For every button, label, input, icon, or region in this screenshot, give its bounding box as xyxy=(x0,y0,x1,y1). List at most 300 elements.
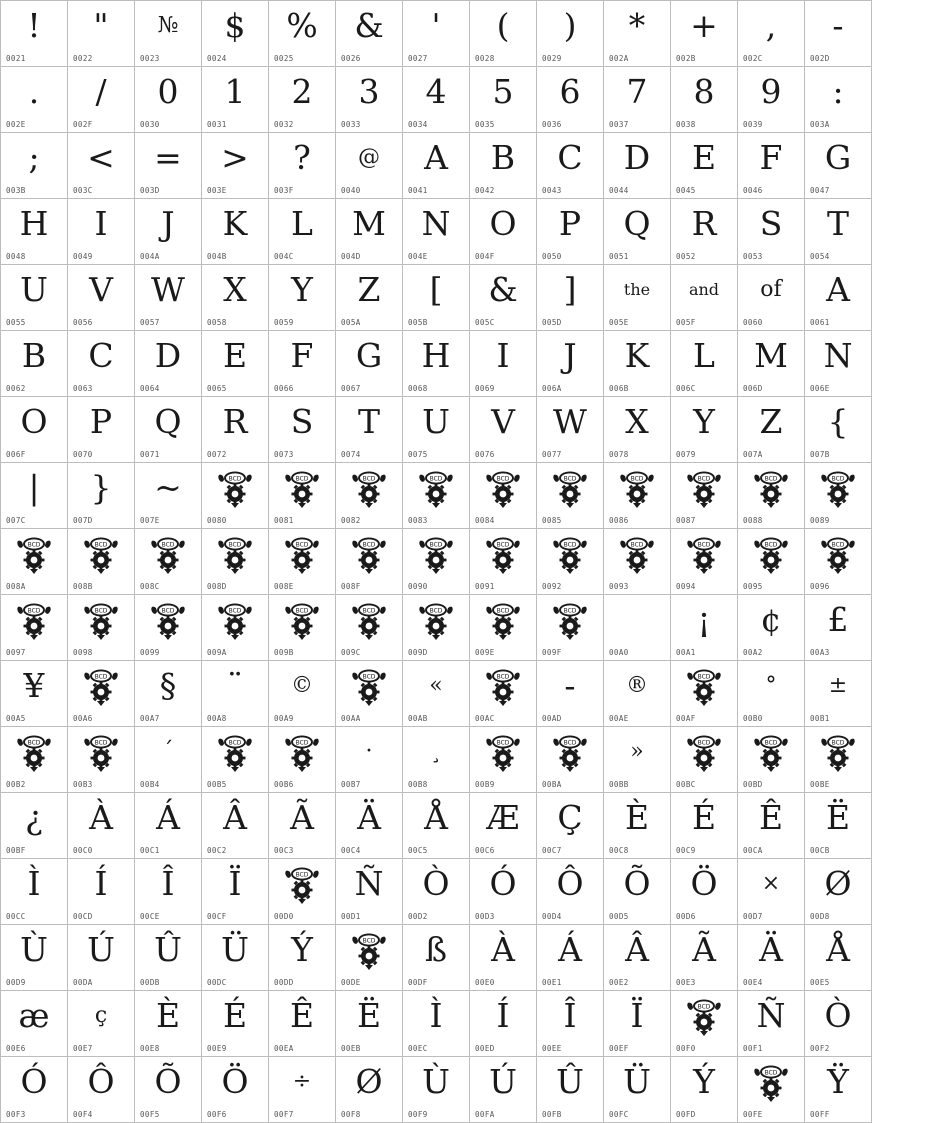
glyph-cell[interactable] xyxy=(671,199,738,265)
glyph-cell[interactable] xyxy=(738,199,805,265)
glyph-cell[interactable] xyxy=(1,925,68,991)
glyph-cell[interactable] xyxy=(470,331,537,397)
glyph-codepoint: 00D4 xyxy=(542,912,562,921)
glyph-character: Ä xyxy=(759,930,783,969)
glyph-cell[interactable] xyxy=(738,661,805,727)
glyph-cell[interactable] xyxy=(604,397,671,463)
glyph-cell[interactable] xyxy=(68,793,135,859)
glyph-codepoint: 0063 xyxy=(73,384,93,393)
glyph-cell[interactable] xyxy=(604,661,671,727)
glyph-cell[interactable] xyxy=(68,661,135,727)
glyph-cell[interactable] xyxy=(805,859,872,925)
glyph-cell[interactable] xyxy=(135,67,202,133)
glyph-codepoint: 00E8 xyxy=(140,1044,160,1053)
glyph-cell[interactable] xyxy=(202,199,269,265)
glyph-cell[interactable] xyxy=(604,67,671,133)
glyph-cell[interactable] xyxy=(202,331,269,397)
glyph-cell[interactable] xyxy=(269,463,336,529)
glyph-cell[interactable] xyxy=(805,595,872,661)
glyph-cell[interactable] xyxy=(537,199,604,265)
glyph-cell[interactable] xyxy=(403,991,470,1057)
glyph-cell[interactable] xyxy=(135,595,202,661)
glyph-cell[interactable] xyxy=(671,793,738,859)
glyph-cell[interactable] xyxy=(269,67,336,133)
glyph-cell[interactable] xyxy=(1,265,68,331)
glyph-cell[interactable] xyxy=(68,397,135,463)
glyph-cell[interactable] xyxy=(68,595,135,661)
glyph-cell[interactable] xyxy=(336,727,403,793)
glyph-cell[interactable] xyxy=(68,463,135,529)
glyph-cell[interactable] xyxy=(403,199,470,265)
glyph-cell[interactable] xyxy=(269,727,336,793)
glyph-cell[interactable] xyxy=(470,793,537,859)
glyph-cell[interactable] xyxy=(604,331,671,397)
glyph-cell[interactable] xyxy=(470,67,537,133)
glyph-cell[interactable] xyxy=(68,529,135,595)
glyph-codepoint: 0098 xyxy=(73,648,93,657)
glyph-cell[interactable] xyxy=(671,859,738,925)
svg-text:BCD: BCD xyxy=(697,541,711,549)
glyph-cell[interactable] xyxy=(537,925,604,991)
glyph-cell[interactable] xyxy=(470,1,537,67)
glyph-codepoint: 003B xyxy=(6,186,26,195)
ornament-glyph xyxy=(403,533,469,577)
glyph-codepoint: 0038 xyxy=(676,120,696,129)
glyph-cell[interactable] xyxy=(1,1057,68,1123)
glyph-cell[interactable] xyxy=(470,661,537,727)
glyph-cell[interactable] xyxy=(336,793,403,859)
glyph-cell[interactable] xyxy=(403,595,470,661)
glyph-cell[interactable] xyxy=(202,793,269,859)
glyph-character: Ý xyxy=(693,1062,715,1101)
glyph-cell[interactable] xyxy=(202,397,269,463)
glyph-cell[interactable] xyxy=(202,859,269,925)
glyph-codepoint: 0078 xyxy=(609,450,629,459)
glyph-cell[interactable] xyxy=(470,991,537,1057)
glyph-cell[interactable] xyxy=(269,265,336,331)
glyph-cell[interactable] xyxy=(202,463,269,529)
glyph-cell[interactable] xyxy=(470,133,537,199)
glyph-cell[interactable] xyxy=(470,397,537,463)
glyph-character: Ë xyxy=(356,996,382,1035)
glyph-cell[interactable] xyxy=(604,925,671,991)
glyph-cell[interactable] xyxy=(135,661,202,727)
glyph-cell[interactable] xyxy=(403,727,470,793)
glyph-cell[interactable] xyxy=(537,331,604,397)
glyph-cell[interactable] xyxy=(135,1057,202,1123)
glyph-cell[interactable] xyxy=(604,793,671,859)
glyph-character: R xyxy=(691,204,717,243)
glyph-codepoint: 006F xyxy=(6,450,26,459)
glyph-character: F xyxy=(759,138,783,177)
glyph-cell[interactable] xyxy=(336,133,403,199)
glyph-codepoint: 0054 xyxy=(810,252,830,261)
svg-text:BCD: BCD xyxy=(831,475,845,483)
glyph-character: À xyxy=(89,798,113,837)
glyph-cell[interactable] xyxy=(68,859,135,925)
glyph-cell[interactable] xyxy=(805,793,872,859)
glyph-cell[interactable] xyxy=(269,793,336,859)
glyph-cell[interactable] xyxy=(805,1057,872,1123)
glyph-character: O xyxy=(20,402,48,441)
glyph-cell[interactable] xyxy=(269,595,336,661)
glyph-cell[interactable] xyxy=(470,265,537,331)
glyph-cell[interactable] xyxy=(537,397,604,463)
glyph-cell[interactable] xyxy=(336,991,403,1057)
glyph-cell[interactable] xyxy=(403,463,470,529)
glyph-cell[interactable] xyxy=(135,463,202,529)
ornament-glyph xyxy=(269,533,335,577)
glyph-codepoint: 00F6 xyxy=(207,1110,227,1119)
glyph-cell[interactable] xyxy=(68,331,135,397)
svg-text:BCD: BCD xyxy=(429,475,443,483)
glyph-cell[interactable] xyxy=(1,595,68,661)
glyph-cell[interactable] xyxy=(805,133,872,199)
glyph-cell[interactable] xyxy=(1,199,68,265)
ornament-glyph xyxy=(1,731,67,775)
glyph-character: Ë xyxy=(825,798,851,837)
glyph-codepoint: 0041 xyxy=(408,186,428,195)
glyph-cell[interactable] xyxy=(537,1057,604,1123)
glyph-cell[interactable] xyxy=(470,925,537,991)
glyph-cell[interactable] xyxy=(805,1,872,67)
glyph-character: H xyxy=(19,204,49,243)
glyph-cell[interactable] xyxy=(135,793,202,859)
glyph-cell[interactable] xyxy=(604,859,671,925)
glyph-cell[interactable] xyxy=(403,925,470,991)
glyph-codepoint: 0035 xyxy=(475,120,495,129)
ornament-glyph xyxy=(738,533,804,577)
glyph-cell[interactable] xyxy=(604,595,671,661)
glyph-codepoint: 0066 xyxy=(274,384,294,393)
glyph-cell[interactable] xyxy=(1,463,68,529)
svg-text:BCD: BCD xyxy=(831,739,845,747)
glyph-cell[interactable] xyxy=(537,595,604,661)
glyph-cell[interactable] xyxy=(604,1,671,67)
ornament-glyph xyxy=(604,533,670,577)
glyph-codepoint: 0031 xyxy=(207,120,227,129)
glyph-character: ] xyxy=(563,270,577,309)
glyph-cell[interactable] xyxy=(604,991,671,1057)
glyph-cell[interactable] xyxy=(671,1057,738,1123)
glyph-cell[interactable] xyxy=(805,991,872,1057)
glyph-codepoint: 0081 xyxy=(274,516,294,525)
glyph-cell[interactable] xyxy=(336,331,403,397)
glyph-codepoint: 007D xyxy=(73,516,93,525)
glyph-cell[interactable] xyxy=(671,529,738,595)
glyph-cell[interactable] xyxy=(202,925,269,991)
glyph-cell[interactable] xyxy=(537,1,604,67)
glyph-cell[interactable] xyxy=(604,529,671,595)
glyph-cell[interactable] xyxy=(470,727,537,793)
glyph-codepoint: 0052 xyxy=(676,252,696,261)
glyph-cell[interactable] xyxy=(336,1,403,67)
glyph-cell[interactable] xyxy=(135,199,202,265)
glyph-cell[interactable] xyxy=(135,133,202,199)
glyph-cell[interactable] xyxy=(135,925,202,991)
glyph-cell[interactable] xyxy=(403,859,470,925)
glyph-codepoint: 00B7 xyxy=(341,780,361,789)
glyph-cell[interactable] xyxy=(671,265,738,331)
glyph-cell[interactable] xyxy=(336,463,403,529)
glyph-cell[interactable] xyxy=(135,397,202,463)
glyph-cell[interactable] xyxy=(805,925,872,991)
glyph-cell[interactable] xyxy=(604,133,671,199)
glyph-character: M xyxy=(754,336,788,375)
glyph-cell[interactable] xyxy=(336,1057,403,1123)
glyph-cell[interactable] xyxy=(1,1,68,67)
glyph-cell[interactable] xyxy=(1,331,68,397)
glyph-cell[interactable] xyxy=(671,463,738,529)
glyph-cell[interactable] xyxy=(671,727,738,793)
glyph-cell[interactable] xyxy=(68,727,135,793)
glyph-cell[interactable] xyxy=(738,727,805,793)
glyph-cell[interactable] xyxy=(135,331,202,397)
glyph-cell[interactable] xyxy=(805,397,872,463)
glyph-cell[interactable] xyxy=(1,529,68,595)
glyph-cell[interactable] xyxy=(403,1057,470,1123)
glyph-cell[interactable] xyxy=(805,463,872,529)
glyph-cell[interactable] xyxy=(805,67,872,133)
glyph-codepoint: 00F1 xyxy=(743,1044,763,1053)
glyph-cell[interactable] xyxy=(336,661,403,727)
glyph-character: D xyxy=(154,336,182,375)
glyph-cell[interactable] xyxy=(135,529,202,595)
glyph-cell[interactable] xyxy=(68,265,135,331)
glyph-cell[interactable] xyxy=(202,661,269,727)
glyph-cell[interactable] xyxy=(470,529,537,595)
glyph-cell[interactable] xyxy=(671,661,738,727)
glyph-cell[interactable] xyxy=(671,397,738,463)
glyph-cell[interactable] xyxy=(537,529,604,595)
glyph-cell[interactable] xyxy=(403,397,470,463)
glyph-cell[interactable] xyxy=(1,793,68,859)
glyph-cell[interactable] xyxy=(738,595,805,661)
glyph-cell[interactable] xyxy=(403,331,470,397)
glyph-cell[interactable] xyxy=(202,595,269,661)
glyph-cell[interactable] xyxy=(805,727,872,793)
glyph-cell[interactable] xyxy=(202,991,269,1057)
glyph-cell[interactable] xyxy=(269,133,336,199)
glyph-cell[interactable] xyxy=(671,595,738,661)
glyph-cell[interactable] xyxy=(738,265,805,331)
glyph-cell[interactable] xyxy=(604,463,671,529)
glyph-character: E xyxy=(222,336,248,375)
glyph-cell[interactable] xyxy=(336,67,403,133)
glyph-cell[interactable] xyxy=(269,199,336,265)
glyph-character: Õ xyxy=(623,864,651,903)
ornament-glyph xyxy=(68,731,134,775)
glyph-cell[interactable] xyxy=(403,529,470,595)
glyph-cell[interactable] xyxy=(738,1,805,67)
glyph-cell[interactable] xyxy=(68,133,135,199)
glyph-cell[interactable] xyxy=(135,1,202,67)
glyph-character: ? xyxy=(293,138,311,177)
glyph-cell[interactable] xyxy=(202,1057,269,1123)
glyph-cell[interactable] xyxy=(403,793,470,859)
glyph-cell[interactable] xyxy=(470,1057,537,1123)
glyph-cell[interactable] xyxy=(1,661,68,727)
glyph-character: Á xyxy=(558,930,582,969)
glyph-codepoint: 0083 xyxy=(408,516,428,525)
glyph-cell[interactable] xyxy=(805,265,872,331)
glyph-cell[interactable] xyxy=(202,265,269,331)
glyph-cell[interactable] xyxy=(470,859,537,925)
glyph-codepoint: 009A xyxy=(207,648,227,657)
glyph-cell[interactable] xyxy=(671,991,738,1057)
glyph-codepoint: 00EF xyxy=(609,1044,629,1053)
glyph-cell[interactable] xyxy=(805,199,872,265)
svg-text:BCD: BCD xyxy=(563,541,577,549)
glyph-cell[interactable] xyxy=(336,529,403,595)
glyph-cell[interactable] xyxy=(403,67,470,133)
glyph-cell[interactable] xyxy=(269,397,336,463)
glyph-cell[interactable] xyxy=(269,529,336,595)
glyph-codepoint: 00EA xyxy=(274,1044,294,1053)
glyph-character: Z xyxy=(357,270,381,309)
glyph-cell[interactable] xyxy=(269,1,336,67)
glyph-cell[interactable] xyxy=(68,67,135,133)
glyph-cell[interactable] xyxy=(537,463,604,529)
glyph-cell[interactable] xyxy=(604,199,671,265)
glyph-cell[interactable] xyxy=(269,991,336,1057)
glyph-cell[interactable] xyxy=(269,331,336,397)
glyph-character xyxy=(604,597,670,643)
glyph-cell[interactable] xyxy=(269,661,336,727)
glyph-cell[interactable] xyxy=(269,859,336,925)
glyph-cell[interactable] xyxy=(738,793,805,859)
glyph-cell[interactable] xyxy=(135,727,202,793)
glyph-character: ! xyxy=(27,6,41,45)
glyph-cell[interactable] xyxy=(336,397,403,463)
glyph-cell[interactable] xyxy=(1,991,68,1057)
glyph-cell[interactable] xyxy=(738,925,805,991)
glyph-codepoint: 00C4 xyxy=(341,846,361,855)
glyph-cell[interactable] xyxy=(671,133,738,199)
glyph-cell[interactable] xyxy=(135,265,202,331)
glyph-cell[interactable] xyxy=(470,463,537,529)
glyph-cell[interactable] xyxy=(738,991,805,1057)
ornament-glyph xyxy=(805,467,871,511)
glyph-cell[interactable] xyxy=(202,67,269,133)
glyph-cell[interactable] xyxy=(738,859,805,925)
glyph-cell[interactable] xyxy=(738,331,805,397)
glyph-cell[interactable] xyxy=(470,199,537,265)
glyph-cell[interactable] xyxy=(336,925,403,991)
glyph-cell[interactable] xyxy=(805,529,872,595)
glyph-cell[interactable] xyxy=(537,727,604,793)
glyph-character: Ò xyxy=(824,996,852,1035)
glyph-cell[interactable] xyxy=(604,1057,671,1123)
glyph-cell[interactable] xyxy=(738,1057,805,1123)
glyph-character: ° xyxy=(765,673,777,698)
glyph-codepoint: 0026 xyxy=(341,54,361,63)
glyph-character: Ó xyxy=(20,1062,48,1101)
glyph-cell[interactable] xyxy=(537,991,604,1057)
glyph-cell[interactable] xyxy=(671,925,738,991)
ornament-glyph xyxy=(202,467,268,511)
glyph-cell[interactable] xyxy=(537,661,604,727)
glyph-cell[interactable] xyxy=(738,529,805,595)
glyph-cell[interactable] xyxy=(537,265,604,331)
glyph-codepoint: 00CC xyxy=(6,912,26,921)
glyph-cell[interactable] xyxy=(202,133,269,199)
glyph-cell[interactable] xyxy=(738,397,805,463)
glyph-codepoint: 00AD xyxy=(542,714,562,723)
glyph-cell[interactable] xyxy=(269,1057,336,1123)
glyph-cell[interactable] xyxy=(269,925,336,991)
glyph-cell[interactable] xyxy=(1,133,68,199)
glyph-cell[interactable] xyxy=(805,661,872,727)
glyph-character: Í xyxy=(496,996,510,1035)
glyph-cell[interactable] xyxy=(336,199,403,265)
glyph-cell[interactable] xyxy=(1,727,68,793)
glyph-cell[interactable] xyxy=(671,331,738,397)
glyph-character: Ö xyxy=(690,864,718,903)
glyph-cell[interactable] xyxy=(202,529,269,595)
glyph-cell[interactable] xyxy=(604,265,671,331)
glyph-cell[interactable] xyxy=(68,991,135,1057)
glyph-cell[interactable] xyxy=(671,1,738,67)
glyph-codepoint: 0021 xyxy=(6,54,26,63)
glyph-codepoint: 0023 xyxy=(140,54,160,63)
glyph-cell[interactable] xyxy=(1,859,68,925)
glyph-cell[interactable] xyxy=(537,859,604,925)
glyph-cell[interactable] xyxy=(68,199,135,265)
glyph-cell[interactable] xyxy=(537,793,604,859)
glyph-cell[interactable] xyxy=(805,331,872,397)
glyph-cell[interactable] xyxy=(604,727,671,793)
glyph-cell[interactable] xyxy=(202,727,269,793)
ornament-glyph xyxy=(336,665,402,709)
glyph-cell[interactable] xyxy=(738,67,805,133)
glyph-character: C xyxy=(557,138,583,177)
glyph-character: K xyxy=(624,336,650,375)
glyph-cell[interactable] xyxy=(135,859,202,925)
glyph-cell[interactable] xyxy=(671,67,738,133)
glyph-cell[interactable] xyxy=(135,991,202,1057)
glyph-character: & xyxy=(488,270,518,309)
glyph-cell[interactable] xyxy=(470,595,537,661)
glyph-cell[interactable] xyxy=(738,133,805,199)
glyph-cell[interactable] xyxy=(738,463,805,529)
glyph-character: = xyxy=(154,138,182,177)
ornament-glyph xyxy=(336,533,402,577)
glyph-cell[interactable] xyxy=(403,661,470,727)
glyph-cell[interactable] xyxy=(336,595,403,661)
glyph-cell[interactable] xyxy=(68,925,135,991)
glyph-cell[interactable] xyxy=(336,265,403,331)
glyph-cell[interactable] xyxy=(336,859,403,925)
glyph-cell[interactable] xyxy=(68,1057,135,1123)
ornament-glyph xyxy=(738,731,804,775)
glyph-character: N xyxy=(421,204,451,243)
glyph-character: ¿ xyxy=(25,798,43,837)
glyph-character: I xyxy=(94,204,108,243)
glyph-cell[interactable] xyxy=(403,1,470,67)
glyph-cell[interactable] xyxy=(202,1,269,67)
glyph-cell[interactable] xyxy=(1,397,68,463)
glyph-cell[interactable] xyxy=(1,67,68,133)
glyph-cell[interactable] xyxy=(403,133,470,199)
glyph-cell[interactable] xyxy=(68,1,135,67)
ornament-glyph xyxy=(1,599,67,643)
glyph-cell[interactable] xyxy=(537,67,604,133)
glyph-codepoint: 00BE xyxy=(810,780,830,789)
glyph-codepoint: 00B8 xyxy=(408,780,428,789)
glyph-cell[interactable] xyxy=(403,265,470,331)
glyph-cell[interactable] xyxy=(537,133,604,199)
